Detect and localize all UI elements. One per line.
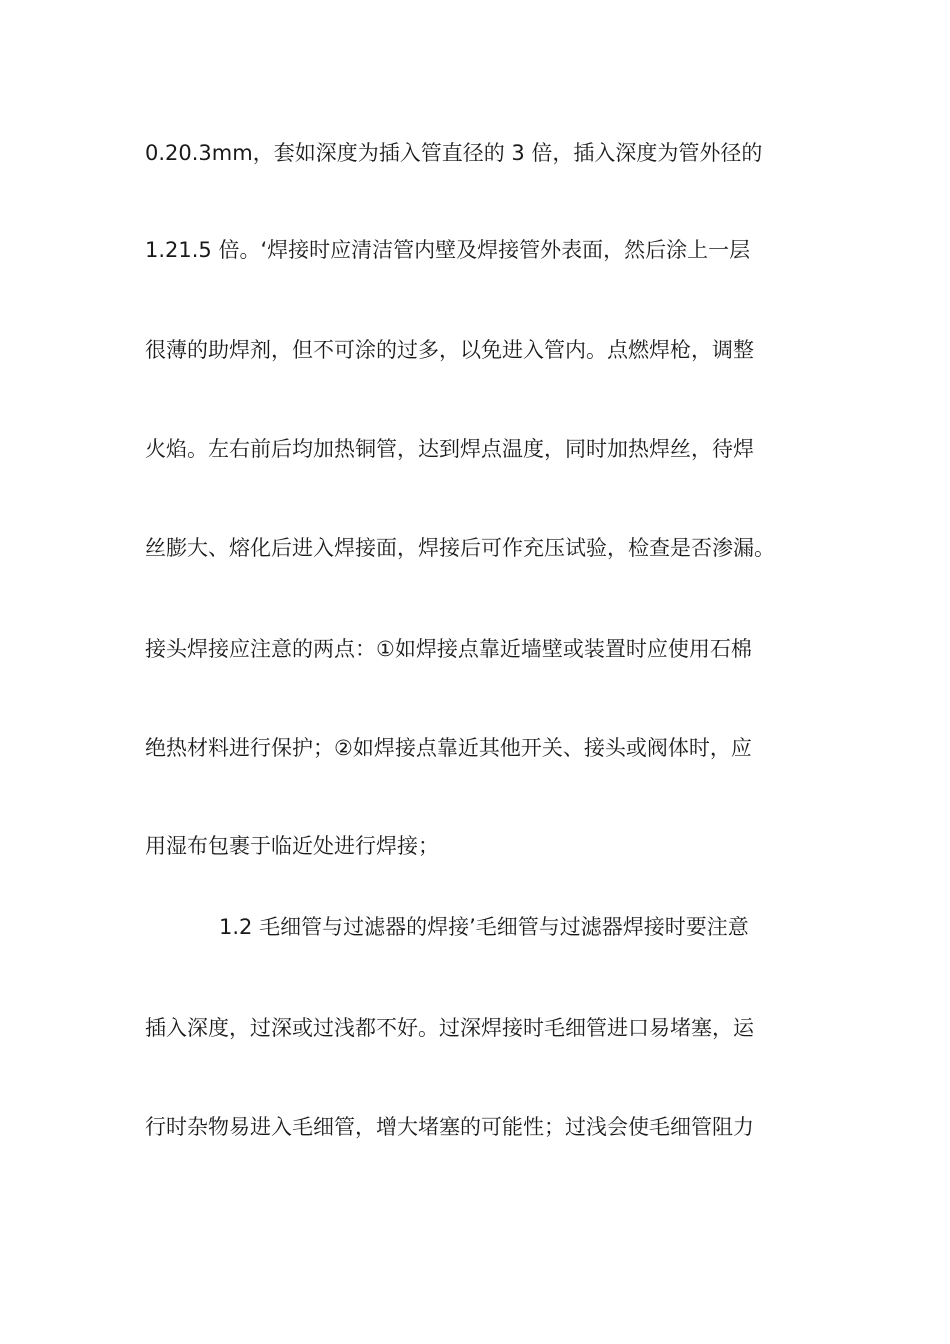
paragraph-line: 1.21.5 倍。‘焊接时应清洁管内壁及焊接管外表面，然后涂上一层	[145, 238, 751, 262]
paragraph-line: 绝热材料进行保护；②如焊接点靠近其他开关、接头或阀体时，应	[145, 736, 752, 760]
paragraph-line: 丝膨大、熔化后进入焊接面，焊接后可作充压试验，检查是否渗漏。	[145, 536, 775, 560]
paragraph-line: 插入深度，过深或过浅都不好。过深焊接时毛细管进口易堵塞，运	[145, 1016, 754, 1040]
paragraph-line: 很薄的助焊剂，但不可涂的过多，以免进入管内。点燃焊枪，调整	[145, 338, 754, 362]
paragraph-line: 用湿布包裹于临近处进行焊接；	[145, 834, 439, 858]
paragraph-line: 接头焊接应注意的两点：①如焊接点靠近墙壁或装置时应使用石棉	[145, 637, 752, 661]
paragraph-line: 行时杂物易进入毛细管，增大堵塞的可能性；过浅会使毛细管阻力	[145, 1115, 754, 1139]
section-heading-line: 1.2 毛细管与过滤器的焊接’毛细管与过滤器焊接时要注意	[219, 915, 749, 939]
paragraph-line: 0.20.3mm，套如深度为插入管直径的 3 倍，插入深度为管外径的	[145, 141, 763, 165]
paragraph-line: 火焰。左右前后均加热铜管，达到焊点温度，同时加热焊丝，待焊	[145, 437, 754, 461]
